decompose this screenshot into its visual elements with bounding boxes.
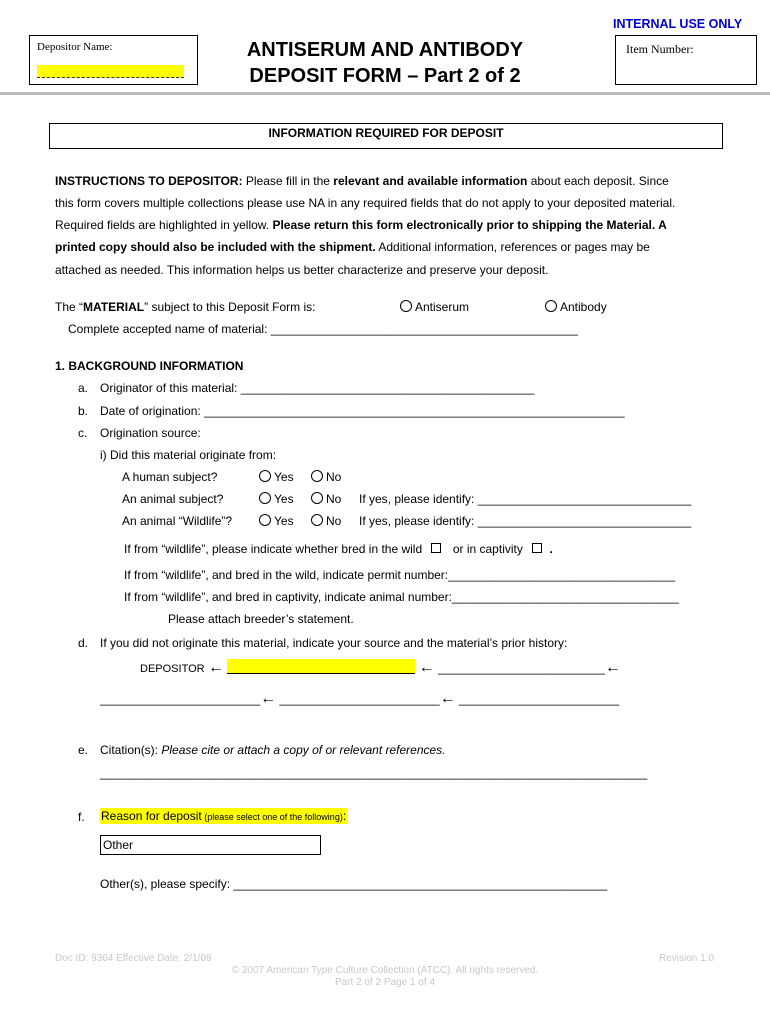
date-origination-field[interactable]: Date of origination: _______________________________________________________________ bbox=[100, 404, 625, 418]
antibody-option[interactable] bbox=[545, 300, 607, 314]
citation-field[interactable]: __________________________________________________________________________________ bbox=[100, 766, 648, 780]
page-number: Part 2 of 2 Page 1 of 4 bbox=[334, 977, 436, 988]
yes-label: Yes bbox=[274, 492, 294, 506]
internal-use-label: INTERNAL USE ONLY bbox=[613, 17, 743, 31]
yes-label: Yes bbox=[274, 514, 294, 528]
wildlife-subject-label: An animal “Wildlife”? bbox=[122, 514, 233, 528]
instructions-line-2: this form covers multiple collections please use NA in any required fields that do not apply to your deposited material. bbox=[55, 196, 676, 210]
doc-id: Doc ID: 9364 Effective Date: 2/1/08 bbox=[55, 953, 212, 964]
citation-label bbox=[100, 743, 446, 757]
depositor-name-label: Depositor Name: bbox=[37, 41, 113, 53]
no-label: No bbox=[326, 492, 342, 506]
instructions-line-4 bbox=[55, 240, 650, 254]
no-label: No bbox=[326, 470, 342, 484]
wildlife-yes-option[interactable] bbox=[259, 514, 294, 528]
animal-yes-option[interactable] bbox=[259, 492, 294, 506]
instructions-emphasis: relevant and available information bbox=[333, 174, 528, 188]
material-text: The “ bbox=[55, 300, 84, 314]
antiserum-label: Antiserum bbox=[415, 300, 470, 314]
left-arrow-icon: ← bbox=[207, 659, 224, 676]
originator-field[interactable]: Originator of this material: ____________________________________________ bbox=[100, 381, 535, 395]
animal-no-option[interactable] bbox=[311, 492, 341, 506]
wildlife-yes-radio[interactable] bbox=[259, 514, 271, 526]
human-no-option[interactable] bbox=[311, 470, 341, 484]
animal-number-field[interactable]: If from “wildlife”, and bred in captivity, indicate animal number:__________________________________ bbox=[124, 590, 679, 604]
captivity-text: or in captivity bbox=[452, 542, 523, 556]
others-specify-field[interactable]: Other(s), please specify: ________________________________________________________ bbox=[100, 877, 608, 891]
instructions-text: about each deposit. Since bbox=[527, 174, 669, 188]
no-label: No bbox=[326, 514, 342, 528]
bred-wild-checkbox[interactable] bbox=[431, 543, 441, 553]
wildlife-no-option[interactable] bbox=[311, 514, 341, 528]
human-yes-radio[interactable] bbox=[259, 470, 271, 482]
breeder-statement-note: Please attach breeder’s statement. bbox=[168, 612, 354, 626]
antiserum-radio[interactable] bbox=[400, 300, 412, 312]
antiserum-option[interactable] bbox=[400, 300, 469, 314]
citation-instruction: Please cite or attach a copy of or relevant references. bbox=[161, 743, 446, 757]
wildlife-identify-field[interactable]: If yes, please identify: ________________________________ bbox=[359, 514, 692, 528]
reason-select-value: Other bbox=[103, 838, 134, 852]
left-arrow-icon: ← bbox=[260, 690, 277, 707]
reason-colon: : bbox=[342, 809, 347, 823]
item-d-letter: d. bbox=[78, 636, 89, 650]
left-arrow-icon: ← bbox=[418, 659, 435, 676]
depositor-chain-row bbox=[140, 659, 621, 677]
instructions-text: Required fields are highlighted in yellow. bbox=[55, 218, 273, 232]
animal-no-radio[interactable] bbox=[311, 492, 323, 504]
animal-yes-radio[interactable] bbox=[259, 492, 271, 504]
accepted-name-field[interactable]: Complete accepted name of material: ______________________________________________ bbox=[68, 322, 578, 336]
permit-number-field[interactable]: If from “wildlife”, and bred in the wild, indicate permit number:__________________________________ bbox=[124, 568, 676, 582]
title-line-2: DEPOSIT FORM – Part 2 of 2 bbox=[249, 65, 521, 87]
item-c-letter: c. bbox=[78, 426, 88, 440]
human-yes-option[interactable] bbox=[259, 470, 294, 484]
history-chain-row-2 bbox=[100, 690, 619, 708]
originate-from-question: i) Did this material originate from: bbox=[100, 448, 277, 462]
human-subject-label: A human subject? bbox=[122, 470, 218, 484]
history-field-4[interactable]: ________________________ bbox=[459, 692, 620, 706]
captivity-checkbox[interactable] bbox=[532, 543, 542, 553]
depositor-name-field[interactable] bbox=[37, 65, 184, 78]
background-heading: 1. BACKGROUND INFORMATION bbox=[55, 359, 244, 373]
reason-for-deposit-label bbox=[100, 808, 347, 824]
instructions-text: Please fill in the bbox=[242, 174, 334, 188]
section-header-box bbox=[49, 123, 723, 149]
source-history-label: If you did not originate this material, indicate your source and the material’s prior history: bbox=[100, 636, 568, 650]
citation-text: Citation(s): bbox=[100, 743, 162, 757]
item-number-box bbox=[615, 35, 757, 85]
left-arrow-icon: ← bbox=[439, 690, 456, 707]
depositor-label: DEPOSITOR bbox=[140, 663, 205, 675]
title-line-1: ANTISERUM AND ANTIBODY bbox=[246, 39, 524, 61]
bred-wild-text: If from “wildlife”, please indicate whether bred in the wild bbox=[124, 542, 423, 556]
history-field-3[interactable]: ________________________ bbox=[279, 692, 440, 706]
instructions-emphasis: Please return this form electronically prior to shipping the Material. A bbox=[272, 218, 667, 232]
item-number-label: Item Number: bbox=[626, 42, 694, 56]
item-a-letter: a. bbox=[78, 381, 89, 395]
revision: Revision 1.0 bbox=[659, 953, 715, 964]
copyright: © 2007 American Type Culture Collection (ATCC). All rights reserved. bbox=[231, 965, 539, 976]
instructions-emphasis: printed copy should also be included with the shipment. bbox=[55, 240, 376, 254]
instructions-line-5: attached as needed. This information helps us better characterize and preserve your deposit. bbox=[55, 263, 549, 277]
item-e-letter: e. bbox=[78, 743, 89, 757]
instructions-text: Additional information, references or pages may be bbox=[375, 240, 650, 254]
depositor-source-field[interactable] bbox=[227, 659, 415, 674]
instructions-line-3 bbox=[55, 218, 667, 232]
animal-identify-field[interactable]: If yes, please identify: ________________________________ bbox=[359, 492, 692, 506]
antibody-label: Antibody bbox=[560, 300, 607, 314]
item-b-letter: b. bbox=[78, 404, 89, 418]
material-label bbox=[55, 300, 316, 314]
page-title bbox=[200, 37, 570, 89]
item-f-letter: f. bbox=[78, 810, 85, 824]
antibody-radio[interactable] bbox=[545, 300, 557, 312]
material-text: ” subject to this Deposit Form is: bbox=[144, 300, 316, 314]
reason-select[interactable] bbox=[100, 835, 321, 855]
reason-small: (please select one of the following) bbox=[201, 812, 343, 822]
instructions-line-1 bbox=[55, 174, 669, 188]
depositor-name-box bbox=[29, 35, 198, 85]
material-keyword: MATERIAL bbox=[83, 300, 145, 314]
left-arrow-icon: ← bbox=[604, 659, 621, 676]
origination-source-label: Origination source: bbox=[100, 426, 201, 440]
history-field-1[interactable]: _________________________ bbox=[437, 661, 605, 675]
history-field-2[interactable]: ________________________ bbox=[100, 692, 261, 706]
yes-label: Yes bbox=[274, 470, 294, 484]
wildlife-no-radio[interactable] bbox=[311, 514, 323, 526]
period-mark: . bbox=[549, 542, 553, 556]
header-divider bbox=[0, 92, 770, 95]
section-header: INFORMATION REQUIRED FOR DEPOSIT bbox=[268, 126, 504, 140]
reason-text: Reason for deposit bbox=[101, 809, 202, 823]
bred-wild-question bbox=[124, 542, 553, 556]
animal-subject-label: An animal subject? bbox=[122, 492, 224, 506]
instructions-heading: INSTRUCTIONS TO DEPOSITOR: bbox=[55, 174, 243, 188]
human-no-radio[interactable] bbox=[311, 470, 323, 482]
